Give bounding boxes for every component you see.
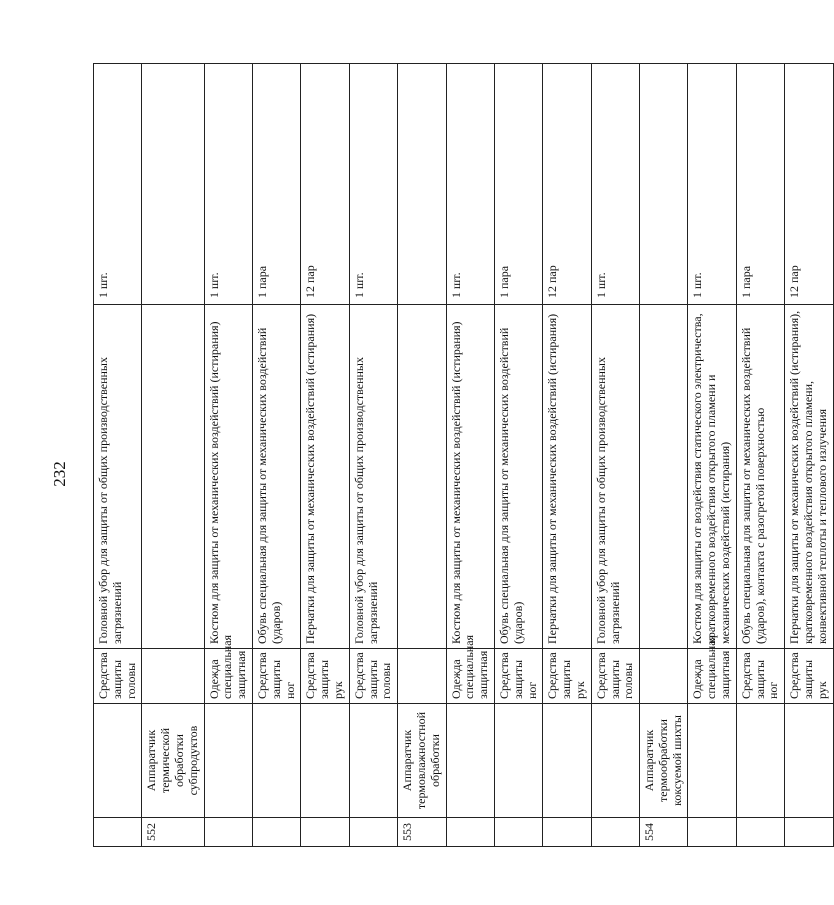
ppe-item-cell (398, 305, 446, 649)
ppe-category-cell: Одежда специальная защитная (688, 649, 736, 704)
ppe-item-cell: Перчатки для защиты от механических воздействий (истирания) (543, 305, 591, 649)
ppe-category-cell: Одежда специальная защитная (446, 649, 494, 704)
profession-cell: Аппаратчик термовлажностной обработки (398, 704, 446, 818)
profession-cell (94, 704, 142, 818)
quantity-cell: 12 пар (785, 64, 833, 305)
profession-cell (446, 704, 494, 818)
ppe-item-cell: Обувь специальная для защиты от механических воздействий (ударов) (252, 305, 300, 649)
row-number-cell (94, 818, 142, 847)
ppe-item-cell: Перчатки для защиты от механических воздействий (истирания), кратковременного воздействия открытого пламени, конвективной теплоты и теплового излучения (785, 305, 833, 649)
ppe-category-cell: Средства защиты ног (736, 649, 784, 704)
table-row (94, 64, 142, 847)
ppe-category-cell: Средства защиты рук (301, 649, 349, 704)
quantity-cell: 1 шт. (591, 64, 639, 305)
quantity-cell: 1 шт. (94, 64, 142, 305)
table-row (398, 64, 446, 847)
table-row (688, 64, 736, 847)
row-number-cell (736, 818, 784, 847)
profession-cell: Аппаратчик термической обработки субпродуктов (142, 704, 204, 818)
profession-cell (301, 704, 349, 818)
ppe-item-cell (640, 305, 688, 649)
ppe-category-cell: Средства защиты ног (494, 649, 542, 704)
ppe-item-cell: Головной убор для защиты от общих производственных загрязнений (349, 305, 397, 649)
profession-cell (688, 704, 736, 818)
ppe-category-cell (398, 649, 446, 704)
profession-cell: Аппаратчик термообработки коксуемой шихты (640, 704, 688, 818)
table-row (591, 64, 639, 847)
profession-cell (252, 704, 300, 818)
table-row (736, 64, 784, 847)
ppe-category-cell: Средства защиты головы (591, 649, 639, 704)
ppe-item-cell: Перчатки для защиты от механических воздействий (истирания) (301, 305, 349, 649)
table-row (204, 64, 252, 847)
row-number-cell: 554 (640, 818, 688, 847)
quantity-cell: 1 шт. (446, 64, 494, 305)
row-number-cell: 552 (142, 818, 204, 847)
table-row (301, 64, 349, 847)
row-number-cell (349, 818, 397, 847)
ppe-category-cell (142, 649, 204, 704)
profession-cell (349, 704, 397, 818)
table-row (446, 64, 494, 847)
quantity-cell (398, 64, 446, 305)
ppe-item-cell: Головной убор для защиты от общих производственных загрязнений (591, 305, 639, 649)
row-number-cell (688, 818, 736, 847)
quantity-cell: 1 пара (736, 64, 784, 305)
table-body (94, 64, 834, 847)
ppe-category-cell: Средства защиты головы (94, 649, 142, 704)
page-number: 232 (50, 461, 69, 487)
quantity-cell: 12 пар (301, 64, 349, 305)
row-number-cell (252, 818, 300, 847)
profession-cell (543, 704, 591, 818)
profession-cell (204, 704, 252, 818)
table-row (349, 64, 397, 847)
ppe-category-cell: Средства защиты рук (785, 649, 833, 704)
ppe-item-cell: Костюм для защиты от механических воздействий (истирания) (204, 305, 252, 649)
table-row (640, 64, 688, 847)
row-number-cell: 553 (398, 818, 446, 847)
quantity-cell: 1 шт. (349, 64, 397, 305)
quantity-cell: 1 пара (494, 64, 542, 305)
ppe-item-cell: Костюм для защиты от воздействия статического электричества, кратковременного воздействия открытого пламени и механических воздействий (истирания) (688, 305, 736, 649)
row-number-cell (494, 818, 542, 847)
table-row (252, 64, 300, 847)
quantity-cell: 1 шт. (204, 64, 252, 305)
profession-cell (494, 704, 542, 818)
row-number-cell (204, 818, 252, 847)
row-number-cell (543, 818, 591, 847)
row-number-cell (446, 818, 494, 847)
ppe-category-cell: Средства защиты рук (543, 649, 591, 704)
table-row (785, 64, 833, 847)
ppe-item-cell (142, 305, 204, 649)
ppe-category-cell: Средства защиты головы (349, 649, 397, 704)
quantity-cell: 1 пара (252, 64, 300, 305)
table-row (543, 64, 591, 847)
profession-cell (591, 704, 639, 818)
table-row (142, 64, 204, 847)
quantity-cell: 1 шт. (688, 64, 736, 305)
ppe-item-cell: Костюм для защиты от механических воздействий (истирания) (446, 305, 494, 649)
profession-cell (736, 704, 784, 818)
ppe-item-cell: Головной убор для защиты от общих производственных загрязнений (94, 305, 142, 649)
table-row (494, 64, 542, 847)
quantity-cell: 12 пар (543, 64, 591, 305)
ppe-norms-table (93, 63, 834, 847)
ppe-category-cell (640, 649, 688, 704)
table-container (93, 64, 829, 847)
row-number-cell (301, 818, 349, 847)
ppe-category-cell: Одежда специальная защитная (204, 649, 252, 704)
quantity-cell (640, 64, 688, 305)
quantity-cell (142, 64, 204, 305)
row-number-cell (591, 818, 639, 847)
ppe-item-cell: Обувь специальная для защиты от механических воздействий (ударов), контакта с разогретой поверхностью (736, 305, 784, 649)
row-number-cell (785, 818, 833, 847)
ppe-item-cell: Обувь специальная для защиты от механических воздействий (ударов) (494, 305, 542, 649)
ppe-category-cell: Средства защиты ног (252, 649, 300, 704)
profession-cell (785, 704, 833, 818)
